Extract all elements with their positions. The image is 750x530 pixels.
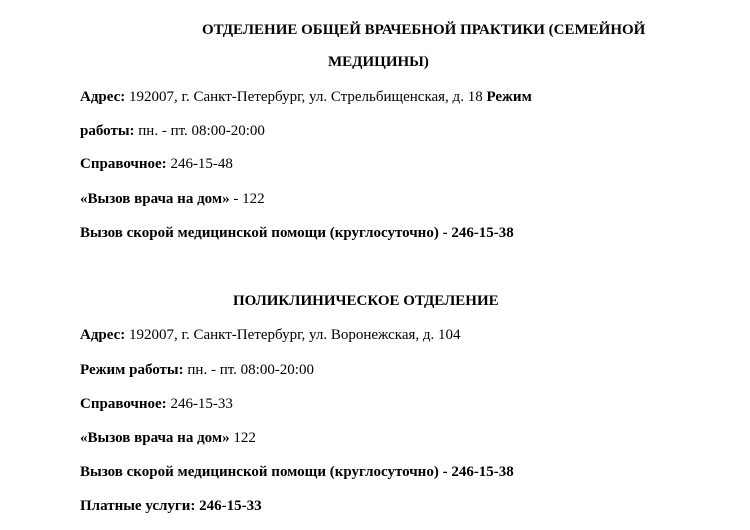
info-value: 246-15-48 [166, 156, 233, 172]
address-value: 192007, г. Санкт-Петербург, ул. Стрельбищенская, д. 18 [125, 89, 487, 105]
section2-hours [80, 361, 314, 379]
section1-ambulance: Вызов скорой медицинской помощи (круглосуточно) - 246-15-38 [80, 225, 514, 241]
section2-ambulance: Вызов скорой медицинской помощи (круглосуточно) - 246-15-38 [80, 464, 514, 480]
home-call-value: 122 [229, 430, 256, 446]
hours-value: пн. - пт. 08:00-20:00 [183, 362, 314, 378]
hours-label-part1: Режим [486, 89, 532, 105]
home-call-label: «Вызов врача на дом» [80, 191, 230, 207]
section1-home-call [80, 190, 265, 208]
info-value: 246-15-33 [166, 396, 233, 412]
section1-title-line2: МЕДИЦИНЫ) [328, 54, 429, 70]
info-label: Справочное: [80, 156, 167, 172]
section2-address [80, 326, 461, 344]
address-label: Адрес: [80, 327, 126, 343]
home-call-value: - 122 [229, 191, 265, 207]
home-call-label: «Вызов врача на дом» [80, 430, 230, 446]
section1-info-phone [80, 155, 233, 173]
info-label: Справочное: [80, 396, 167, 412]
address-value: 192007, г. Санкт-Петербург, ул. Воронежская, д. 104 [125, 327, 461, 343]
section1-title-line1: ОТДЕЛЕНИЕ ОБЩЕЙ ВРАЧЕБНОЙ ПРАКТИКИ (СЕМЕЙНОЙ [202, 22, 646, 38]
section2-title: ПОЛИКЛИНИЧЕСКОЕ ОТДЕЛЕНИЕ [233, 293, 499, 309]
section2-home-call [80, 429, 256, 447]
address-label: Адрес: [80, 89, 126, 105]
hours-label-part2: работы: [80, 123, 135, 139]
section2-info-phone [80, 395, 233, 413]
section1-address [80, 88, 532, 106]
section1-hours [80, 122, 265, 140]
section2-paid-services: Платные услуги: 246-15-33 [80, 498, 262, 514]
hours-value: пн. - пт. 08:00-20:00 [134, 123, 265, 139]
hours-label: Режим работы: [80, 362, 184, 378]
